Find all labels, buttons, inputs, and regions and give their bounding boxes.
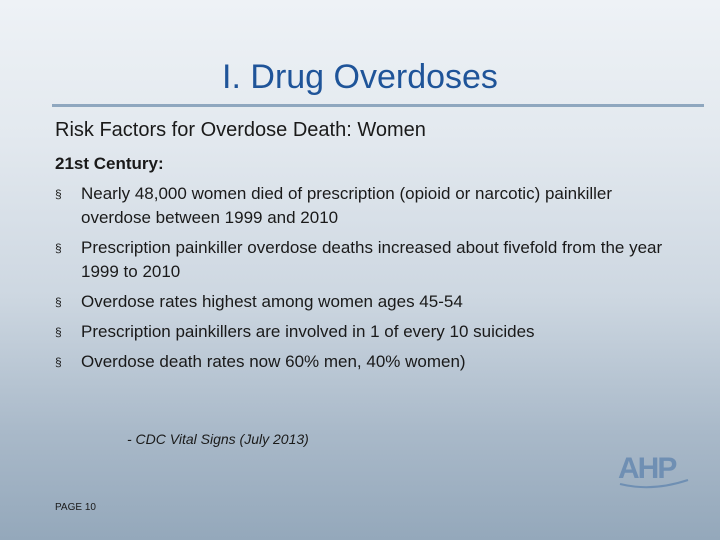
logo-wordmark: AHP <box>618 452 676 485</box>
slide-title: I. Drug Overdoses <box>222 58 498 96</box>
bullet-marker: § <box>55 187 62 201</box>
bullet-marker: § <box>55 355 62 369</box>
bullet-marker: § <box>55 295 62 309</box>
ahp-logo <box>616 446 690 490</box>
bullet-item <box>55 350 675 374</box>
bullet-marker: § <box>55 325 62 339</box>
title-divider <box>52 104 704 107</box>
bullet-text: Overdose death rates now 60% men, 40% women) <box>81 352 466 371</box>
bullet-item <box>55 236 675 284</box>
bullet-text: Overdose rates highest among women ages 45-54 <box>81 292 463 311</box>
bullet-text: Nearly 48,000 women died of prescription (opioid or narcotic) painkiller overdose between 1999 and 2010 <box>81 184 613 227</box>
bullet-item <box>55 290 675 314</box>
citation: - CDC Vital Signs (July 2013) <box>127 431 309 447</box>
page-number: PAGE 10 <box>55 502 96 513</box>
section-label: 21st Century: <box>55 154 164 173</box>
bullet-list <box>55 182 675 380</box>
bullet-item <box>55 320 675 344</box>
bullet-item <box>55 182 675 230</box>
bullet-text: Prescription painkiller overdose deaths increased about fivefold from the year 1999 to 2010 <box>81 238 663 281</box>
bullet-marker: § <box>55 241 62 255</box>
bullet-text: Prescription painkillers are involved in 1 of every 10 suicides <box>81 322 535 341</box>
slide-subtitle: Risk Factors for Overdose Death: Women <box>55 119 426 141</box>
